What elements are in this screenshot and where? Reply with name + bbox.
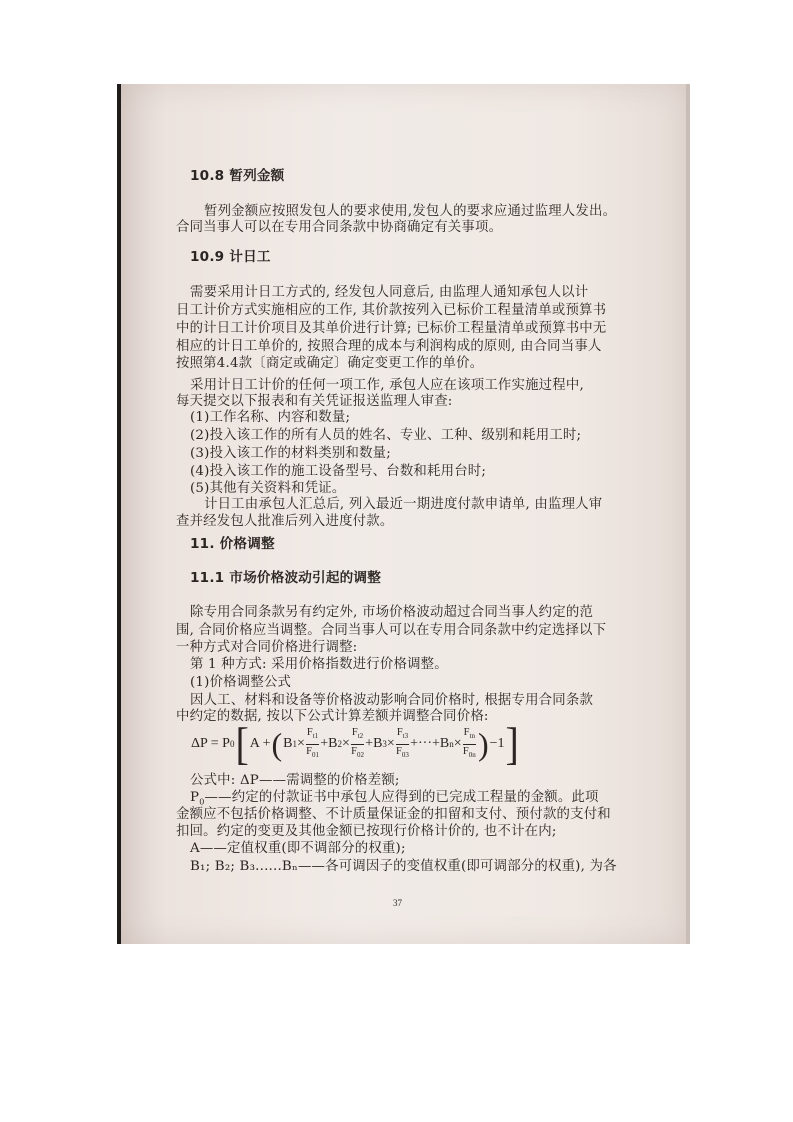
paragraph-line: 除专用合同条款另有约定外, 市场价格波动超过合同当事人约定的范: [190, 605, 594, 620]
price-adjustment-formula: ΔP = P 0 [ A + ( B 1 × $\frac{F_{t1}}{F_{01}}$ + B 2 × $\frac{F_{t2}}{F_{02}}$ + B 3 × $\frac{F_{t3}}{F_{03}}$ +···+ B n × $\frac{F_{tn}}{F_{0n}}$ ) −1 ]: [191, 717, 519, 770]
list-item: (3)投入该工作的材料类别和数量;: [190, 446, 391, 461]
paragraph-line: 因人工、材料和设备等价格波动影响合同价格时, 根据专用合同条款: [190, 693, 594, 708]
paragraph-line: 一种方式对合同价格进行调整:: [176, 640, 358, 655]
paragraph-line: 第 1 种方式: 采用价格指数进行价格调整。: [190, 657, 448, 672]
paragraph-line: 日工计价方式实施相应的工作, 其价款按列入已标价工程量清单或预算书: [176, 303, 607, 318]
section-heading-10-9: 10.9 计日工: [190, 249, 271, 265]
paragraph-line: 查并经发包人批准后列入进度付款。: [176, 514, 394, 529]
paragraph-line: 公式中: ΔP——需调整的价格差额;: [190, 773, 400, 788]
paragraph-line: 按照第4.4款〔商定或确定〕确定变更工作的单价。: [176, 356, 484, 371]
scan-edge-right: [686, 84, 690, 944]
paragraph-line: A——定值权重(即不调部分的权重);: [190, 841, 406, 856]
paragraph-line: 计日工由承包人汇总后, 列入最近一期进度付款申请单, 由监理人审: [204, 497, 603, 512]
list-item: (4)投入该工作的施工设备型号、台数和耗用台时;: [190, 464, 487, 479]
section-heading-11-1: 11.1 市场价格波动引起的调整: [190, 570, 382, 586]
paragraph-line: 每天提交以下报表和有关凭证报送监理人审查:: [176, 394, 453, 409]
paragraph-line: 暂列金额应按照发包人的要求使用,发包人的要求应通过监理人发出。: [204, 204, 617, 219]
paragraph-line: 采用计日工计价的任何一项工作, 承包人应在该项工作实施过程中,: [190, 378, 584, 393]
paragraph-line: 相应的计日工单价的, 按照合理的成本与利润构成的原则, 由合同当事人: [176, 339, 602, 354]
paragraph-line: 围, 合同价格应当调整。合同当事人可以在专用合同条款中约定选择以下: [176, 623, 607, 638]
page-number: 37: [393, 898, 402, 908]
list-item: (2)投入该工作的所有人员的姓名、专业、工种、级别和耗用工时;: [190, 428, 582, 443]
section-heading-10-8: 10.8 暂列金额: [190, 168, 285, 184]
paragraph-line: 需要采用计日工方式的, 经发包人同意后, 由监理人通知承包人以计: [190, 285, 589, 300]
list-item: (1)工作名称、内容和数量;: [190, 410, 351, 425]
paragraph-line: 合同当事人可以在专用合同条款中协商确定有关事项。: [176, 220, 503, 235]
paragraph-line: 扣回。约定的变更及其他金额已按现行价格计价的, 也不计在内;: [176, 824, 557, 839]
list-item: (5)其他有关资料和凭证。: [190, 481, 346, 496]
paragraph-line: (1)价格调整公式: [190, 675, 292, 690]
paragraph-line: 金额应不包括价格调整、不计质量保证金的扣留和支付、预付款的支付和: [176, 807, 611, 822]
paragraph-line: 中的计日工计价项目及其单价进行计算; 已标价工程量清单或预算书中无: [176, 321, 607, 336]
paragraph-line: B₁; B₂; B₃......Bₙ——各可调因子的变值权重(即可调部分的权重), 为各: [190, 859, 617, 874]
paragraph-line: $P_0——$约定的付款证书中承包人应得到的已完成工程量的金额。此项: [190, 790, 599, 807]
section-heading-11: 11. 价格调整: [190, 536, 275, 552]
paragraph-line: 中约定的数据, 按以下公式计算差额并调整合同价格:: [176, 709, 489, 724]
